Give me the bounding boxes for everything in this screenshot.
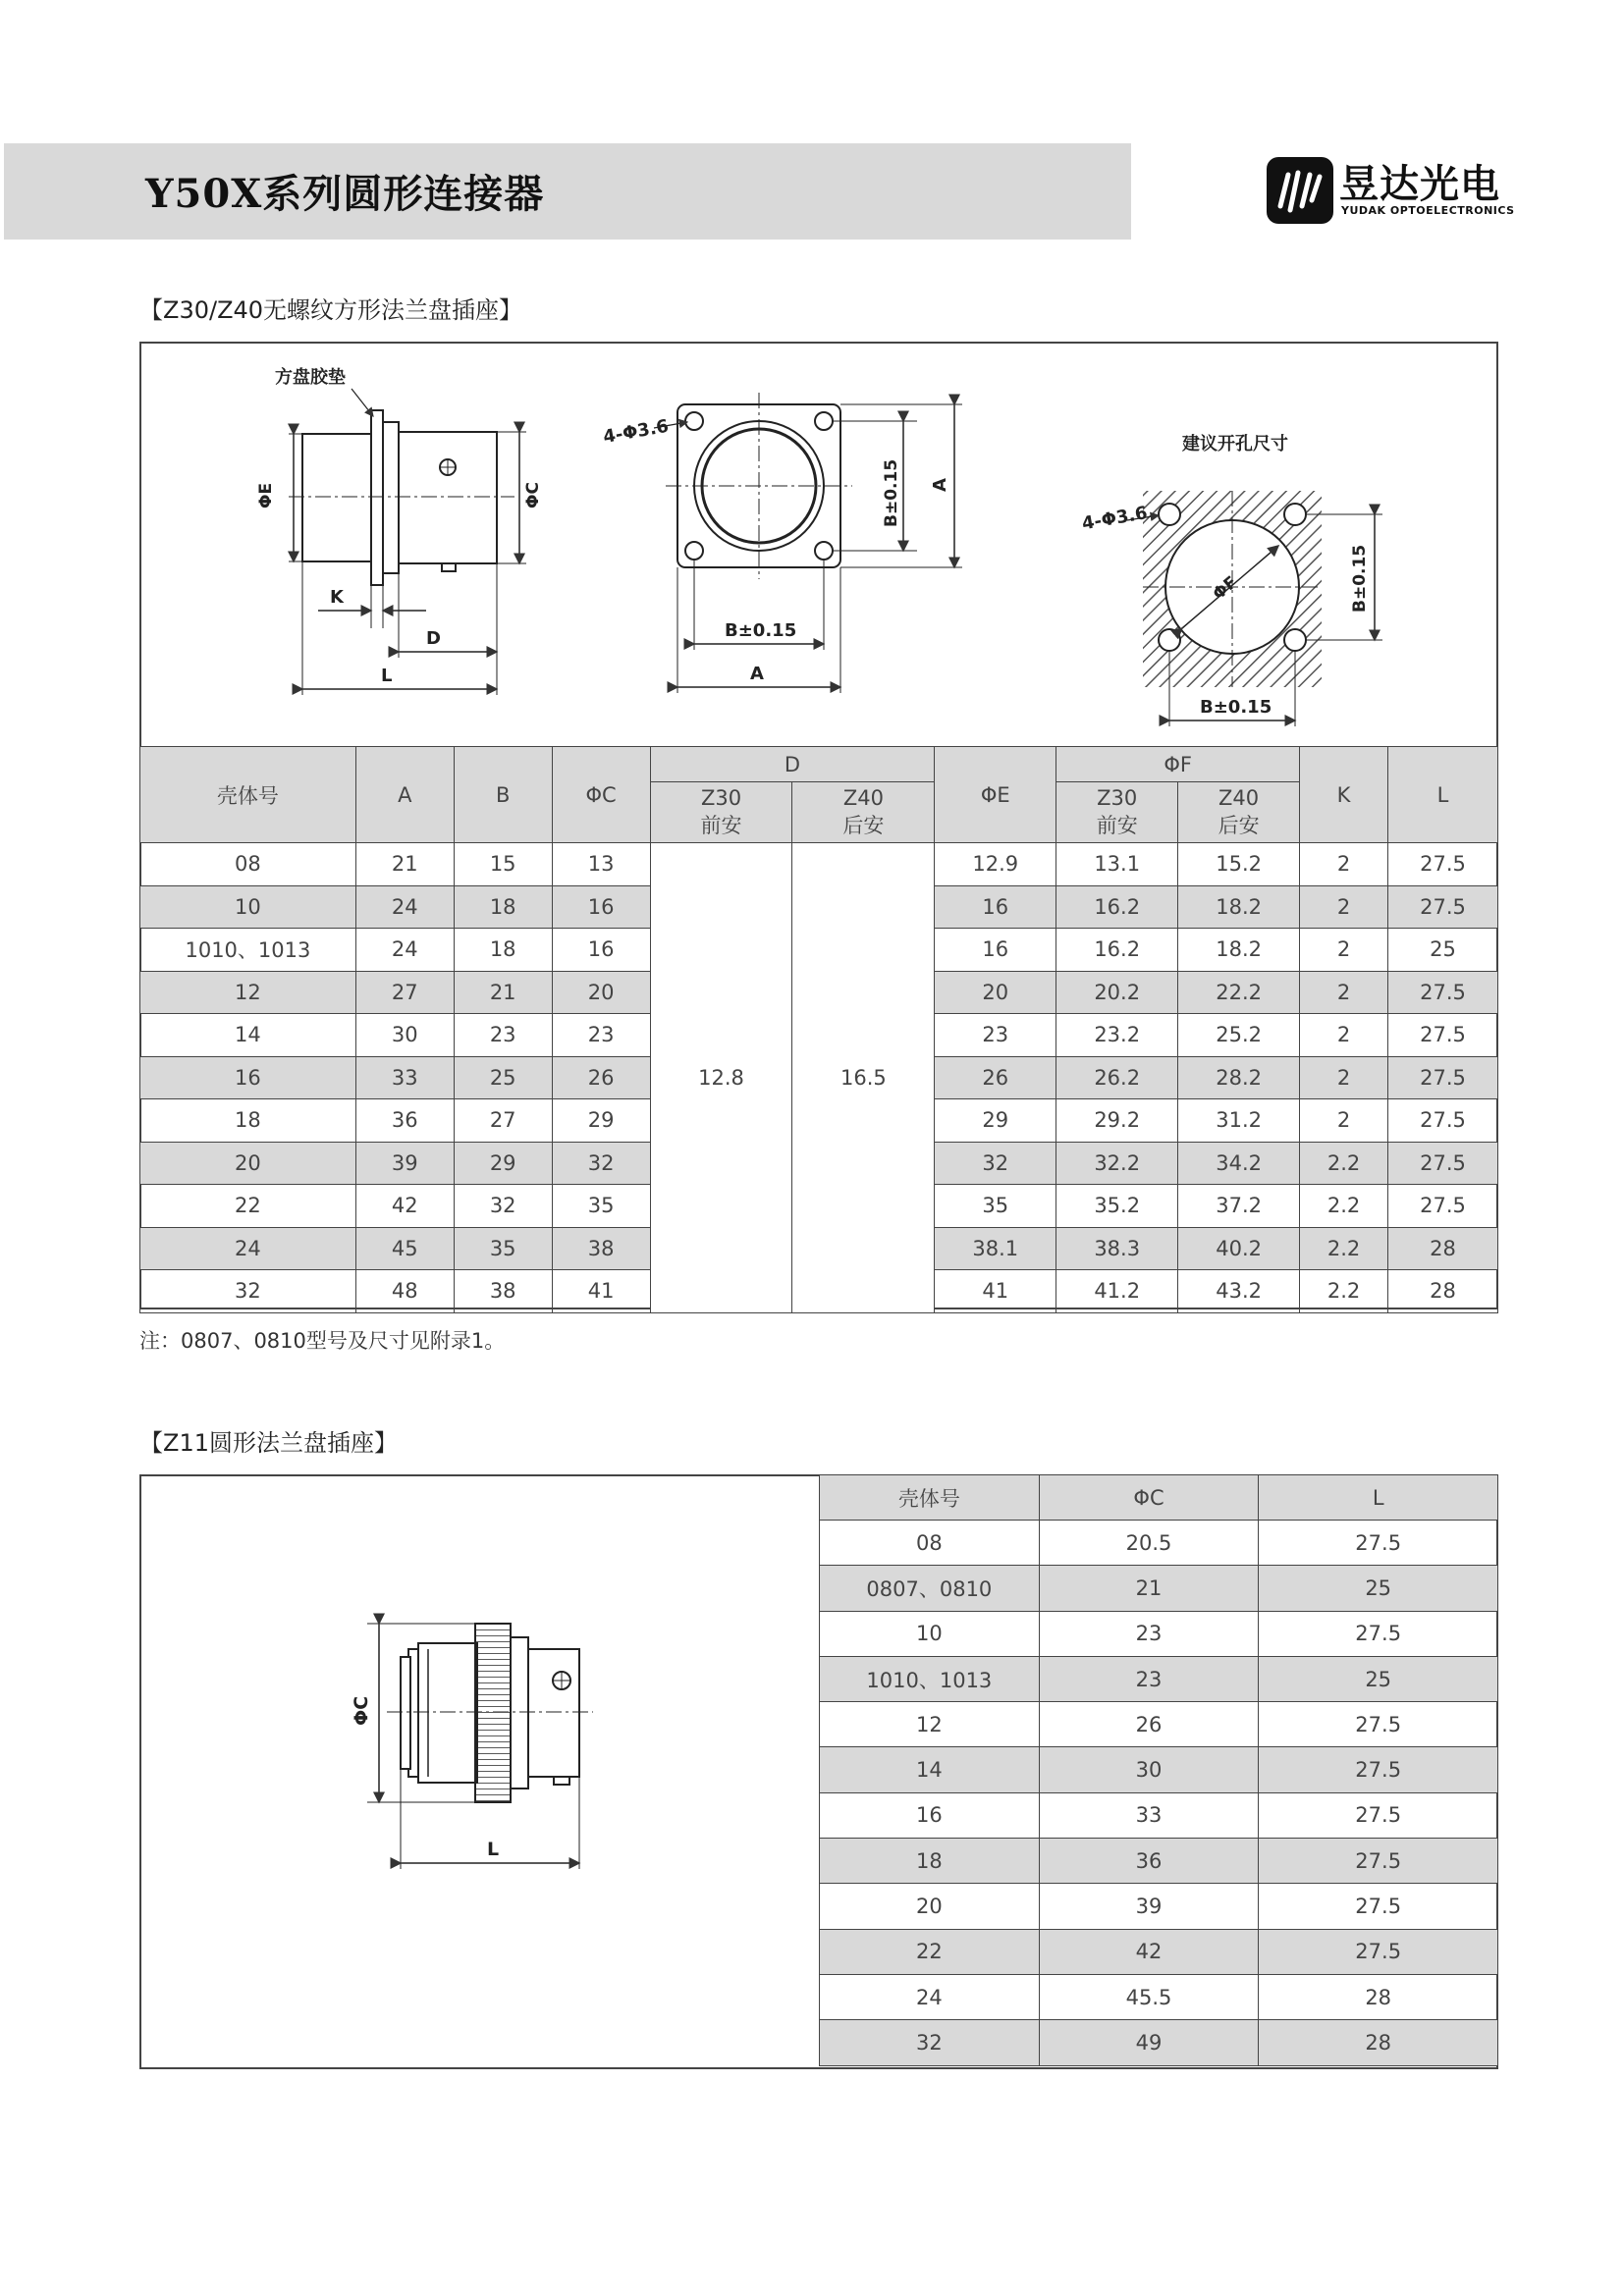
table-cell-shell: 12 xyxy=(820,1702,1040,1747)
table-row xyxy=(820,1747,1498,1792)
th-D-z30 xyxy=(650,782,792,843)
table-cell-shell: 22 xyxy=(820,1929,1040,1974)
front-view-drawing xyxy=(654,393,962,693)
table-cell-a: 33 xyxy=(355,1056,454,1099)
table-row xyxy=(820,1611,1498,1656)
table-row xyxy=(820,1839,1498,1884)
table-cell-d-z40: 16.5 xyxy=(792,843,935,1313)
th-F-z40-label: Z40 xyxy=(1218,785,1260,810)
z11-L-label: L xyxy=(487,1839,500,1860)
table-cell-c: 36 xyxy=(1039,1839,1259,1884)
table-cell-e: 12.9 xyxy=(935,843,1056,886)
table-cell-a: 21 xyxy=(355,843,454,886)
z11-phiC-label: ΦC xyxy=(351,1695,372,1726)
th-D-z40-label: Z40 xyxy=(842,785,884,810)
table-cell-a: 30 xyxy=(355,1014,454,1057)
table-cell-f40: 15.2 xyxy=(1178,843,1300,886)
company-logo xyxy=(1265,151,1520,228)
table-cell-e: 35 xyxy=(935,1185,1056,1228)
th-D: D xyxy=(650,747,935,782)
table-cell-f40: 31.2 xyxy=(1178,1099,1300,1143)
table-cell-c: 35 xyxy=(552,1185,650,1228)
table-cell-f40: 43.2 xyxy=(1178,1270,1300,1313)
section2-title: 【Z11圆形法兰盘插座】 xyxy=(139,1429,398,1457)
table-cell-b: 18 xyxy=(454,929,552,972)
B-label-front-vertical: B±0.15 xyxy=(882,458,901,527)
table-cell-f40: 40.2 xyxy=(1178,1227,1300,1270)
section1-drawings xyxy=(141,344,1496,746)
table-cell-e: 20 xyxy=(935,971,1056,1014)
page-title: Y50X系列圆形连接器 xyxy=(145,171,545,217)
table-cell-l: 27.5 xyxy=(1388,1056,1498,1099)
table-cell-shell: 14 xyxy=(140,1014,356,1057)
table-cell-k: 2 xyxy=(1300,929,1388,972)
table-row xyxy=(820,1566,1498,1611)
table-cell-k: 2 xyxy=(1300,1099,1388,1143)
table-cell-e: 38.1 xyxy=(935,1227,1056,1270)
table-cell-c: 20.5 xyxy=(1039,1521,1259,1566)
table-cell-l: 27.5 xyxy=(1259,1792,1498,1838)
th-B: B xyxy=(454,747,552,843)
table-cell-l: 27.5 xyxy=(1259,1702,1498,1747)
phiF-label: ΦF xyxy=(1209,572,1242,605)
table-cell-c: 41 xyxy=(552,1270,650,1313)
table-cell-l: 25 xyxy=(1388,929,1498,972)
table-cell-c: 13 xyxy=(552,843,650,886)
table-cell-shell: 14 xyxy=(820,1747,1040,1792)
table-cell-f40: 37.2 xyxy=(1178,1185,1300,1228)
table-cell-l: 25 xyxy=(1259,1656,1498,1701)
th-C: ΦC xyxy=(552,747,650,843)
table-cell-shell: 1010、1013 xyxy=(820,1656,1040,1701)
z11-drawing xyxy=(141,1476,819,2065)
table-cell-c: 26 xyxy=(1039,1702,1259,1747)
table-cell-e: 16 xyxy=(935,885,1056,929)
th-F-z30-sub: 前安 xyxy=(1096,813,1138,837)
th-A: A xyxy=(355,747,454,843)
table-cell-f30: 35.2 xyxy=(1056,1185,1178,1228)
section2-box xyxy=(139,1474,1498,2069)
table-cell-e: 16 xyxy=(935,929,1056,972)
table-cell-shell: 20 xyxy=(140,1142,356,1185)
table-cell-shell: 22 xyxy=(140,1185,356,1228)
table-cell-c: 21 xyxy=(1039,1566,1259,1611)
table-cell-b: 15 xyxy=(454,843,552,886)
th-F-z40 xyxy=(1178,782,1300,843)
table-cell-a: 36 xyxy=(355,1099,454,1143)
table-cell-a: 27 xyxy=(355,971,454,1014)
table-cell-shell: 08 xyxy=(820,1521,1040,1566)
table-cell-a: 48 xyxy=(355,1270,454,1313)
table-cell-e: 32 xyxy=(935,1142,1056,1185)
table-cell-b: 27 xyxy=(454,1099,552,1143)
th-E: ΦE xyxy=(935,747,1056,843)
table-cell-shell: 16 xyxy=(140,1056,356,1099)
section2-spec-table xyxy=(819,1474,1498,2066)
table-cell-f30: 16.2 xyxy=(1056,929,1178,972)
table-row xyxy=(820,1884,1498,1929)
A-label-front-vertical: A xyxy=(930,478,950,492)
table-cell-k: 2 xyxy=(1300,971,1388,1014)
table-cell-k: 2.2 xyxy=(1300,1227,1388,1270)
table-cell-c: 49 xyxy=(1039,2020,1259,2065)
table-cell-l: 27.5 xyxy=(1259,1884,1498,1929)
gasket-label: 方盘胶垫 xyxy=(275,367,346,388)
table-cell-k: 2 xyxy=(1300,885,1388,929)
table-cell-shell: 18 xyxy=(140,1099,356,1143)
table-cell-l: 27.5 xyxy=(1388,843,1498,886)
section1-note: 注：0807、0810型号及尺寸见附录1。 xyxy=(139,1329,506,1353)
table-cell-f40: 34.2 xyxy=(1178,1142,1300,1185)
cutout-title: 建议开孔尺寸 xyxy=(1182,434,1288,454)
th-shell: 壳体号 xyxy=(140,747,356,843)
th-D-z40 xyxy=(792,782,935,843)
table-cell-c: 26 xyxy=(552,1056,650,1099)
table-cell-a: 24 xyxy=(355,885,454,929)
table-cell-f30: 13.1 xyxy=(1056,843,1178,886)
table-cell-shell: 20 xyxy=(820,1884,1040,1929)
th-F-z30-label: Z30 xyxy=(1097,785,1138,810)
table-cell-f30: 41.2 xyxy=(1056,1270,1178,1313)
table-row xyxy=(820,2020,1498,2065)
th-D-z40-sub: 后安 xyxy=(842,813,885,837)
table-cell-c: 23 xyxy=(552,1014,650,1057)
table-row xyxy=(820,1974,1498,2019)
table-cell-l: 28 xyxy=(1388,1227,1498,1270)
table-row xyxy=(820,1702,1498,1747)
table-cell-shell: 18 xyxy=(820,1839,1040,1884)
table-cell-f30: 38.3 xyxy=(1056,1227,1178,1270)
table-cell-f40: 22.2 xyxy=(1178,971,1300,1014)
table-cell-l: 27.5 xyxy=(1259,1839,1498,1884)
table-cell-b: 32 xyxy=(454,1185,552,1228)
table-cell-l: 27.5 xyxy=(1388,971,1498,1014)
table-cell-l: 27.5 xyxy=(1388,1142,1498,1185)
table-cell-b: 21 xyxy=(454,971,552,1014)
table-cell-l: 27.5 xyxy=(1388,1185,1498,1228)
table-cell-l: 27.5 xyxy=(1259,1747,1498,1792)
table-cell-l: 27.5 xyxy=(1259,1521,1498,1566)
table-cell-f40: 25.2 xyxy=(1178,1014,1300,1057)
cutout-drawing xyxy=(1127,491,1382,726)
B-label-front: B±0.15 xyxy=(725,620,797,641)
table-cell-shell: 10 xyxy=(820,1611,1040,1656)
table-cell-c: 33 xyxy=(1039,1792,1259,1838)
table-cell-b: 29 xyxy=(454,1142,552,1185)
table-cell-f30: 23.2 xyxy=(1056,1014,1178,1057)
th2-L: L xyxy=(1259,1475,1498,1521)
table-cell-f30: 32.2 xyxy=(1056,1142,1178,1185)
table-cell-c: 38 xyxy=(552,1227,650,1270)
table-cell-c: 23 xyxy=(1039,1656,1259,1701)
logo-en-text: YUDAK OPTOELECTRONICS xyxy=(1341,204,1515,217)
table-cell-shell: 0807、0810 xyxy=(820,1566,1040,1611)
table-cell-shell: 1010、1013 xyxy=(140,929,356,972)
table-cell-l: 28 xyxy=(1259,2020,1498,2065)
th-F: ΦF xyxy=(1056,747,1300,782)
table-cell-a: 24 xyxy=(355,929,454,972)
table-cell-f30: 26.2 xyxy=(1056,1056,1178,1099)
phiE-label: ΦE xyxy=(256,482,276,508)
table-cell-c: 39 xyxy=(1039,1884,1259,1929)
table-cell-b: 38 xyxy=(454,1270,552,1313)
table-cell-a: 45 xyxy=(355,1227,454,1270)
th-D-z30-sub: 前安 xyxy=(700,813,742,837)
section1-title: 【Z30/Z40无螺纹方形法兰盘插座】 xyxy=(139,296,523,324)
th-F-z40-sub: 后安 xyxy=(1218,813,1260,837)
table-cell-shell: 32 xyxy=(140,1270,356,1313)
phiC-label: ΦC xyxy=(523,482,543,508)
table-cell-e: 29 xyxy=(935,1099,1056,1143)
table-cell-l: 27.5 xyxy=(1388,885,1498,929)
holes-label-cutout: 4-Φ3.6 xyxy=(1080,503,1150,535)
table-cell-l: 27.5 xyxy=(1259,1929,1498,1974)
table-cell-c: 20 xyxy=(552,971,650,1014)
th-K: K xyxy=(1300,747,1388,843)
table-cell-l: 27.5 xyxy=(1259,1611,1498,1656)
table-cell-c: 30 xyxy=(1039,1747,1259,1792)
table-cell-f40: 18.2 xyxy=(1178,929,1300,972)
table-cell-c: 16 xyxy=(552,929,650,972)
L-label: L xyxy=(381,666,393,686)
th2-shell: 壳体号 xyxy=(820,1475,1040,1521)
table-cell-k: 2 xyxy=(1300,1014,1388,1057)
table-cell-k: 2.2 xyxy=(1300,1185,1388,1228)
table-cell-e: 26 xyxy=(935,1056,1056,1099)
table-cell-f40: 18.2 xyxy=(1178,885,1300,929)
K-label: K xyxy=(330,587,344,608)
table-cell-l: 27.5 xyxy=(1388,1099,1498,1143)
table-cell-a: 42 xyxy=(355,1185,454,1228)
table-cell-l: 28 xyxy=(1388,1270,1498,1313)
table-cell-k: 2 xyxy=(1300,843,1388,886)
table-cell-c: 16 xyxy=(552,885,650,929)
th-D-z30-label: Z30 xyxy=(700,785,742,810)
holes-label-front: 4-Φ3.6 xyxy=(601,415,671,449)
table-cell-shell: 08 xyxy=(140,843,356,886)
table-cell-k: 2 xyxy=(1300,1056,1388,1099)
table-cell-c: 45.5 xyxy=(1039,1974,1259,2019)
B-label-cutout-vertical: B±0.15 xyxy=(1350,544,1370,613)
table-cell-c: 23 xyxy=(1039,1611,1259,1656)
table-cell-shell: 12 xyxy=(140,971,356,1014)
D-label: D xyxy=(426,628,441,649)
table-cell-f30: 16.2 xyxy=(1056,885,1178,929)
table-cell-e: 41 xyxy=(935,1270,1056,1313)
table-cell-b: 35 xyxy=(454,1227,552,1270)
table-cell-l: 27.5 xyxy=(1388,1014,1498,1057)
th2-C: ΦC xyxy=(1039,1475,1259,1521)
table-cell-f30: 29.2 xyxy=(1056,1099,1178,1143)
table-row xyxy=(820,1792,1498,1838)
table-cell-l: 28 xyxy=(1259,1974,1498,2019)
logo-mark-icon xyxy=(1265,155,1335,226)
table-cell-b: 18 xyxy=(454,885,552,929)
A-label-front: A xyxy=(750,664,764,684)
section1-box xyxy=(139,342,1498,1309)
table-cell-c: 32 xyxy=(552,1142,650,1185)
table-row xyxy=(820,1656,1498,1701)
table-cell-b: 25 xyxy=(454,1056,552,1099)
table-cell-shell: 24 xyxy=(820,1974,1040,2019)
table-row xyxy=(820,1521,1498,1566)
table-cell-shell: 16 xyxy=(820,1792,1040,1838)
table-cell-c: 29 xyxy=(552,1099,650,1143)
th-F-z30 xyxy=(1056,782,1178,843)
table-cell-a: 39 xyxy=(355,1142,454,1185)
table-cell-shell: 24 xyxy=(140,1227,356,1270)
table-cell-f30: 20.2 xyxy=(1056,971,1178,1014)
table-cell-shell: 32 xyxy=(820,2020,1040,2065)
table-row xyxy=(820,1929,1498,1974)
table-cell-e: 23 xyxy=(935,1014,1056,1057)
th-L: L xyxy=(1388,747,1498,843)
table-cell-l: 25 xyxy=(1259,1566,1498,1611)
table-cell-c: 42 xyxy=(1039,1929,1259,1974)
side-view-drawing xyxy=(289,389,526,695)
logo-cn-text: 昱达光电 xyxy=(1339,162,1500,207)
table-cell-f40: 28.2 xyxy=(1178,1056,1300,1099)
table-cell-k: 2.2 xyxy=(1300,1142,1388,1185)
table-cell-k: 2.2 xyxy=(1300,1270,1388,1313)
table-row xyxy=(140,843,1498,886)
B-label-cutout: B±0.15 xyxy=(1200,697,1272,718)
table-cell-shell: 10 xyxy=(140,885,356,929)
table-cell-d-z30: 12.8 xyxy=(650,843,792,1313)
table-cell-b: 23 xyxy=(454,1014,552,1057)
section1-spec-table xyxy=(139,746,1498,1313)
